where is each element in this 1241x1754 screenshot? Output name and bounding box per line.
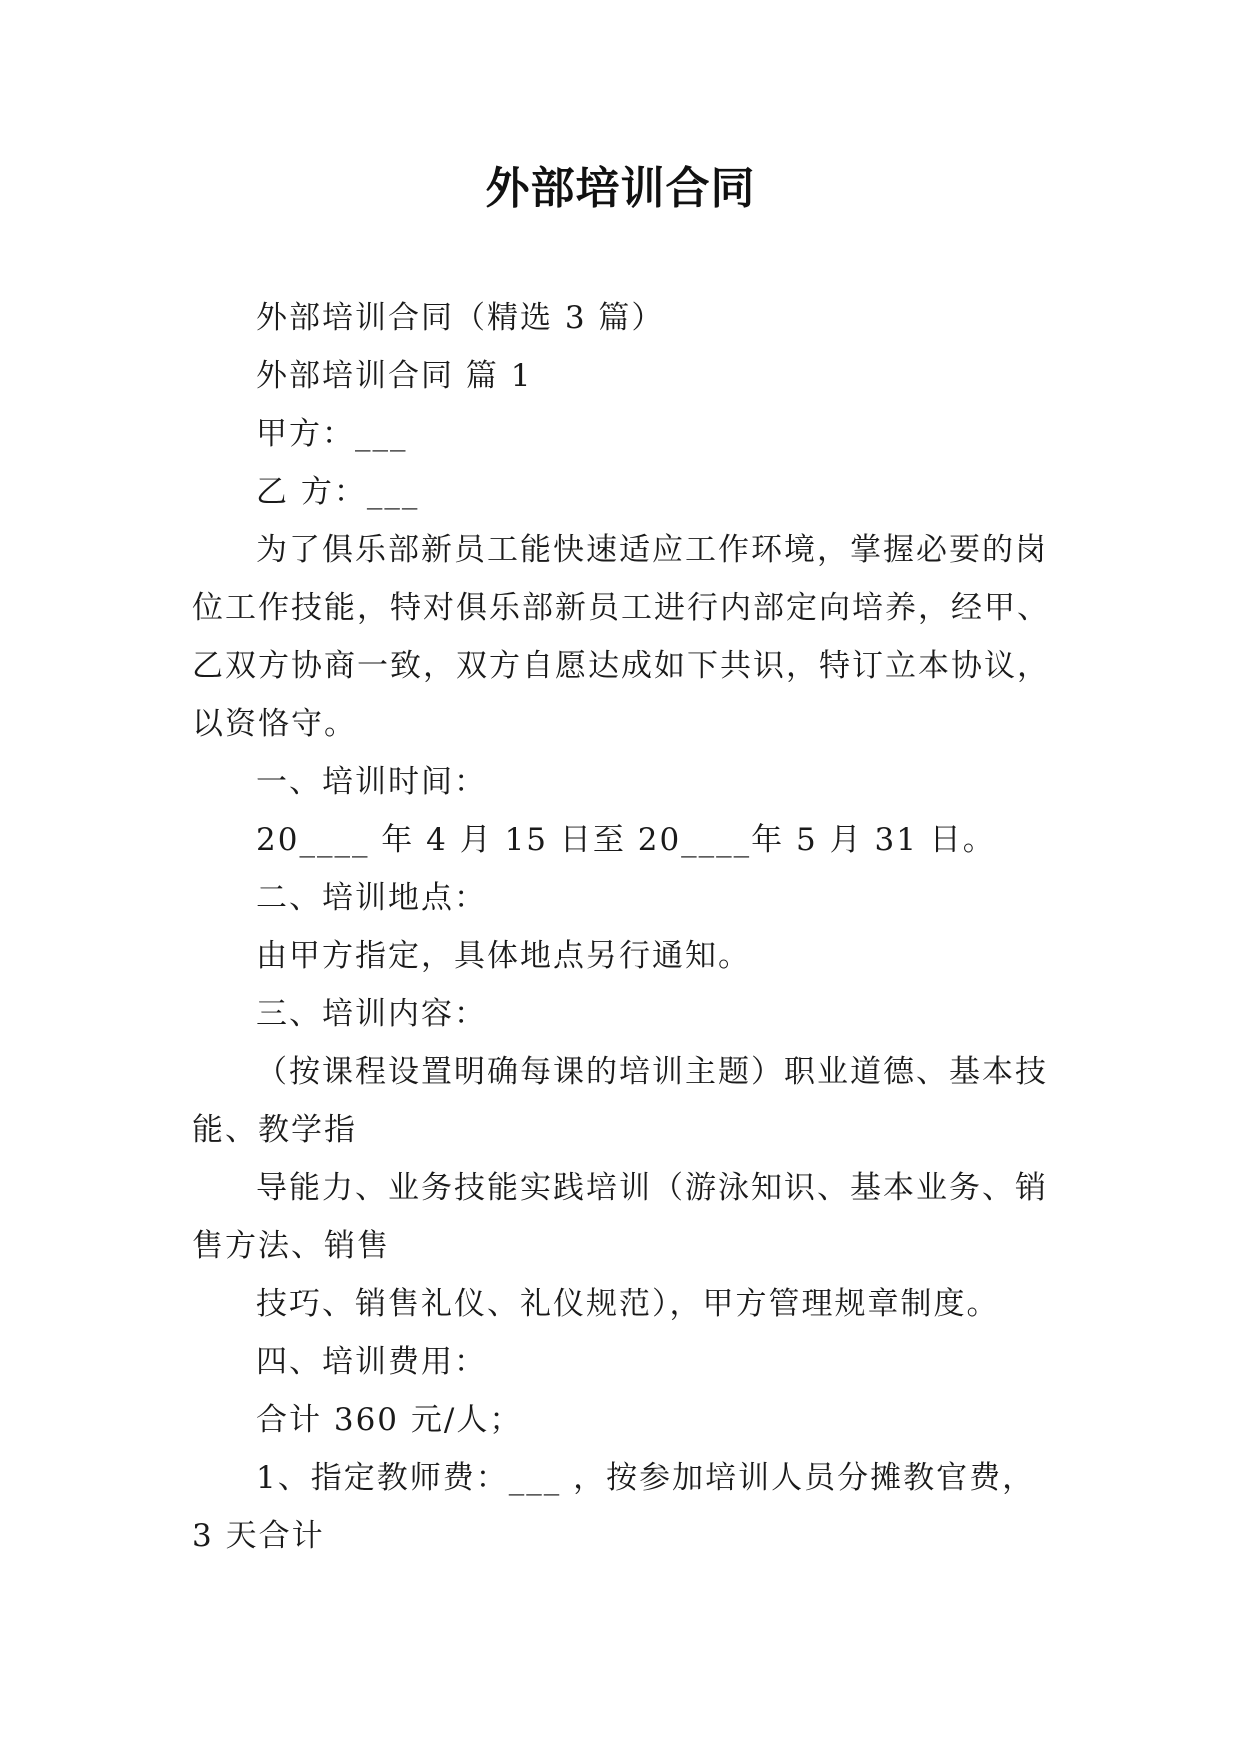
paragraph-party-b: 乙 方：___ [256,474,420,510]
paragraph-heading-fees: 四、培训费用： [256,1344,487,1380]
paragraph-heading-location: 二、培训地点： [256,880,487,916]
paragraph-party-a: 甲方：___ [256,416,408,452]
document-title: 外部培训合同 [485,163,756,214]
paragraph-fees-teacher: 1、指定教师费：___ ，按参加培训人员分摊教官费，3 天合计 [192,1460,1036,1554]
paragraph-content-3: 技巧、销售礼仪、礼仪规范），甲方管理规章制度。 [256,1286,1000,1322]
paragraph-content-2: 导能力、业务技能实践培训（游泳知识、基本业务、销售方法、销售 [192,1170,1048,1264]
document-body [192,289,1052,1565]
paragraph-fees-total: 合计 360 元/人； [256,1402,523,1438]
paragraph-time-value: 20____ 年 4 月 15 日至 20____年 5 月 31 日。 [256,822,996,858]
paragraph-location-value: 由甲方指定，具体地点另行通知。 [256,938,751,974]
paragraph-heading-time: 一、培训时间： [256,764,487,800]
paragraph-subtitle: 外部培训合同（精选 3 篇） [256,300,665,336]
paragraph-preamble: 为了俱乐部新员工能快速适应工作环境，掌握必要的岗位工作技能，特对俱乐部新员工进行内部定向培养，经甲、乙双方协商一致，双方自愿达成如下共识，特订立本协议，以资恪守。 [192,532,1050,742]
paragraph-section-heading: 外部培训合同 篇 1 [256,358,533,394]
paragraph-heading-content: 三、培训内容： [256,996,487,1032]
paragraph-content-1: （按课程设置明确每课的培训主题）职业道德、基本技能、教学指 [192,1054,1048,1148]
